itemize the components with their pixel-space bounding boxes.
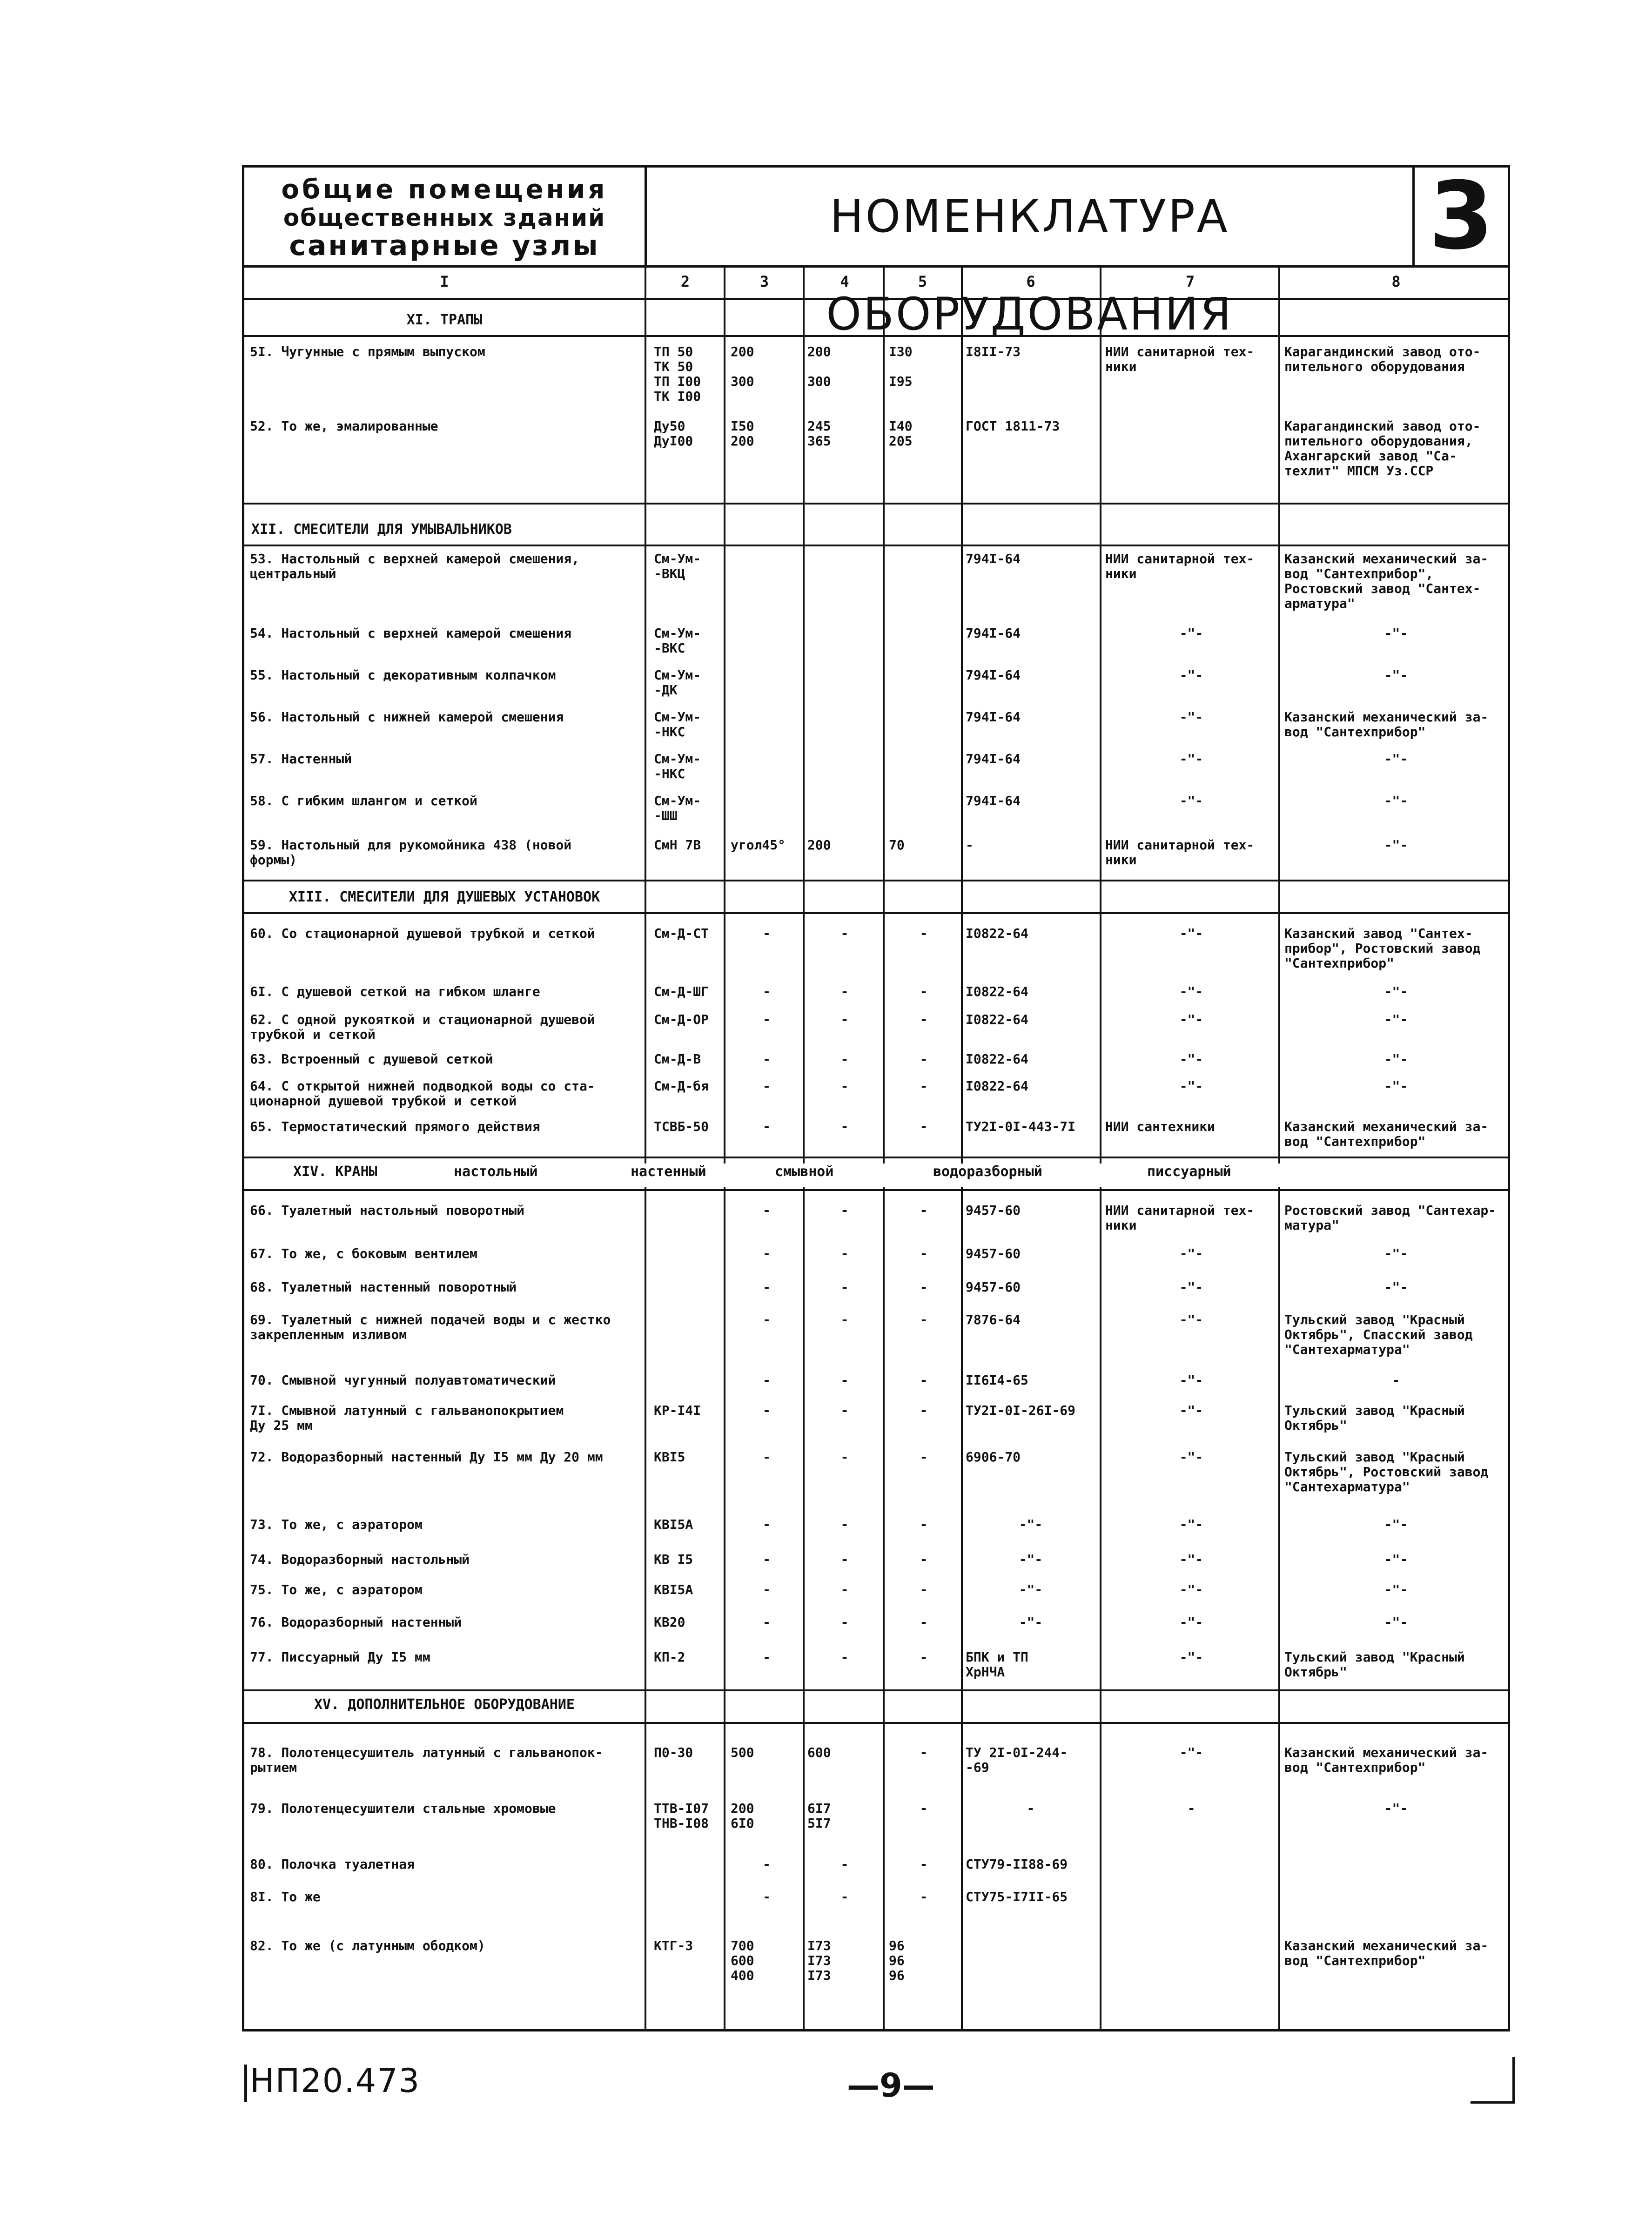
item-dim5: - <box>920 984 928 999</box>
item-dim5: I40 205 <box>889 418 913 449</box>
item-dim4: - <box>840 1203 849 1218</box>
corner-mark <box>1471 2057 1515 2104</box>
section-heading: XIII. СМЕСИТЕЛИ ДЛЯ ДУШЕВЫХ УСТАНОВОК <box>244 889 645 908</box>
item-manufacturer: Казанский механический за- вод "Сантехприбор", Ростовский завод "Сантех- арматура" <box>1284 551 1489 611</box>
item-developer: -"- <box>1179 1051 1203 1067</box>
item-dim4: - <box>840 1051 849 1067</box>
item-standard: - <box>1027 1801 1035 1816</box>
item-manufacturer: Тульский завод "Красный Октябрь", Ростовский завод "Сантехарматура" <box>1284 1449 1489 1494</box>
section-heading: XIV. КРАНЫ <box>293 1164 377 1180</box>
item-name: 52. То же, эмалированные <box>250 418 438 434</box>
item-dim3: 500 <box>731 1745 754 1760</box>
item-dim5: I30 I95 <box>889 344 913 389</box>
item-dim5: - <box>920 926 928 941</box>
item-developer: -"- <box>1179 709 1203 725</box>
item-name: 53. Настольный с верхней камерой смешения, центральный <box>250 551 580 581</box>
item-mark: См-Ум- -НКС <box>654 751 701 781</box>
item-name: 78. Полотенцесушитель латунный с гальванопок- рытием <box>250 1745 603 1775</box>
item-mark: КП-2 <box>654 1649 685 1665</box>
document-code <box>244 2062 420 2102</box>
document-sheet <box>242 162 1510 2031</box>
item-dim4: - <box>840 1012 849 1027</box>
item-mark: См-Д-ШГ <box>654 984 709 999</box>
item-standard: -"- <box>1019 1517 1043 1532</box>
item-dim3: - <box>763 1078 771 1094</box>
item-name: 55. Настольный с декоративным колпачком <box>250 667 556 683</box>
item-manufacturer: Казанский механический за- вод "Сантехприбор" <box>1284 709 1489 740</box>
row-divider <box>244 545 1508 546</box>
item-dim3: - <box>763 1582 771 1597</box>
item-dim4: - <box>840 1119 849 1134</box>
item-developer: -"- <box>1179 751 1203 767</box>
item-manufacturer: Ростовский завод "Сантехар- матура" <box>1284 1203 1497 1233</box>
item-developer: -"- <box>1179 1582 1203 1597</box>
item-name: 64. С открытой нижней подводкой воды со ста- ционарной душевой трубкой и сеткой <box>250 1078 595 1109</box>
item-manufacturer: Тульский завод "Красный Октябрь", Спасский завод "Сантехарматура" <box>1284 1312 1473 1357</box>
item-name: 54. Настольный с верхней камерой смешения <box>250 626 572 641</box>
item-dim3: - <box>763 1449 771 1465</box>
valve-type-label: смывной <box>775 1164 834 1180</box>
valve-type-label: настольный <box>454 1164 538 1180</box>
item-dim5: - <box>920 1279 928 1295</box>
section-heading: XV. ДОПОЛНИТЕЛЬНОЕ ОБОРУДОВАНИЕ <box>244 1696 645 1715</box>
item-standard: ГОСТ 1811-73 <box>966 418 1060 434</box>
item-name: 76. Водоразборный настенный <box>250 1614 462 1630</box>
item-manufacturer: Казанский механический за- вод "Сантехприбор" <box>1284 1745 1489 1775</box>
item-mark: СмН 7В <box>654 837 701 853</box>
code-bracket <box>244 2065 247 2102</box>
item-dim4: - <box>840 1582 849 1597</box>
item-dim3: 200 300 <box>731 344 754 389</box>
item-manufacturer: -"- <box>1384 1801 1408 1816</box>
column-divider <box>724 265 725 2029</box>
page-number: —9— <box>847 2066 935 2105</box>
item-dim4: 200 300 <box>807 344 831 389</box>
item-name: 65. Термостатический прямого действия <box>250 1119 540 1134</box>
item-dim5: - <box>920 1246 928 1261</box>
item-dim5: - <box>920 1552 928 1567</box>
item-name: 77. Писсуарный Ду I5 мм <box>250 1649 430 1665</box>
item-standard: -"- <box>1019 1614 1043 1630</box>
item-standard: ТУ 2I-0I-244- -69 <box>966 1745 1068 1775</box>
item-name: 75. То же, с аэратором <box>250 1582 423 1597</box>
item-dim3: угол45° <box>731 837 786 853</box>
item-standard: II6I4-65 <box>966 1372 1028 1388</box>
item-dim3: - <box>763 1614 771 1630</box>
item-standard: -"- <box>1019 1582 1043 1597</box>
col-num-2: 2 <box>680 273 690 290</box>
item-dim4: - <box>840 1078 849 1094</box>
column-divider <box>1100 265 1101 2029</box>
item-standard: 6906-70 <box>966 1449 1021 1465</box>
item-manufacturer: -"- <box>1384 1012 1408 1027</box>
item-name: 66. Туалетный настольный поворотный <box>250 1203 525 1218</box>
item-name: 67. То же, с боковым вентилем <box>250 1246 477 1261</box>
item-dim4: 245 365 <box>807 418 831 449</box>
item-mark: КТГ-3 <box>654 1938 693 1953</box>
item-name: 5I. Чугунные с прямым выпуском <box>250 344 485 359</box>
item-manufacturer: Тульский завод "Красный Октябрь" <box>1284 1403 1465 1433</box>
row-divider <box>244 1722 1508 1724</box>
item-developer: НИИ сантехники <box>1105 1119 1215 1134</box>
item-dim4: 600 <box>807 1745 831 1760</box>
item-developer: -"- <box>1179 1614 1203 1630</box>
item-manufacturer: -"- <box>1384 984 1408 999</box>
item-standard: I0822-64 <box>966 926 1028 941</box>
item-name: 82. То же (с латунным ободком) <box>250 1938 485 1953</box>
item-standard: I0822-64 <box>966 1051 1028 1067</box>
item-manufacturer: Карагандинский завод ото- пительного оборудования, Ахангарский завод "Са- техлит" МПСМ Уз.ССР <box>1284 418 1481 478</box>
item-standard: 7876-64 <box>966 1312 1021 1327</box>
document-code-text: НП20.473 <box>250 2062 421 2100</box>
item-developer: -"- <box>1179 1449 1203 1465</box>
column-divider <box>961 265 963 2029</box>
item-dim3: - <box>763 926 771 941</box>
item-dim4: 200 <box>807 837 831 853</box>
item-dim3: 700 600 400 <box>731 1938 754 1983</box>
section-heading: XI. ТРАПЫ <box>244 312 645 330</box>
item-standard: 794I-64 <box>966 667 1021 683</box>
item-name: 8I. То же <box>250 1889 321 1904</box>
item-dim4: - <box>840 1889 849 1904</box>
item-mark: КВI5А <box>654 1517 693 1532</box>
header-subject-line2: общественных зданий <box>283 204 606 231</box>
item-dim4: - <box>840 1449 849 1465</box>
item-mark: КВ20 <box>654 1614 685 1630</box>
item-dim5: - <box>920 1051 928 1067</box>
item-dim4: - <box>840 1649 849 1665</box>
item-standard: 794I-64 <box>966 626 1021 641</box>
item-standard: 794I-64 <box>966 709 1021 725</box>
item-dim3: - <box>763 1856 771 1872</box>
item-standard: 9457-60 <box>966 1246 1021 1261</box>
item-name: 69. Туалетный с нижней подачей воды и с жестко закрепленным изливом <box>250 1312 611 1342</box>
item-developer: -"- <box>1179 1517 1203 1532</box>
item-mark: См-Ум- -ВКС <box>654 626 701 656</box>
item-dim4: - <box>840 1312 849 1327</box>
item-mark: Ду50 ДуI00 <box>654 418 693 449</box>
item-developer: НИИ санитарной тех- ники <box>1105 551 1255 581</box>
item-manufacturer: Казанский завод "Сантех- прибор", Ростовский завод "Сантехприбор" <box>1284 926 1481 971</box>
item-dim5: - <box>920 1517 928 1532</box>
item-standard: 794I-64 <box>966 751 1021 767</box>
item-dim3: - <box>763 1517 771 1532</box>
item-manufacturer: -"- <box>1384 837 1408 853</box>
item-dim3: - <box>763 1552 771 1567</box>
item-manufacturer: -"- <box>1384 1552 1408 1567</box>
item-name: 6I. С душевой сеткой на гибком шланге <box>250 984 540 999</box>
item-developer: -"- <box>1179 626 1203 641</box>
col-num-5: 5 <box>918 273 927 290</box>
item-name: 74. Водоразборный настольный <box>250 1552 470 1567</box>
item-developer: -"- <box>1179 1312 1203 1327</box>
item-mark: ТТВ-I07 ТНВ-I08 <box>654 1801 709 1831</box>
item-dim3: - <box>763 984 771 999</box>
item-mark: См-Д-бя <box>654 1078 709 1094</box>
column-divider <box>803 265 805 2029</box>
item-name: 63. Встроенный с душевой сеткой <box>250 1051 493 1067</box>
item-dim3: - <box>763 1372 771 1388</box>
section-number: 3 <box>1429 162 1494 270</box>
row-divider <box>244 1157 1508 1158</box>
item-dim5: 96 96 96 <box>889 1938 905 1983</box>
item-standard: -"- <box>1019 1552 1043 1567</box>
item-mark: П0-30 <box>654 1745 693 1760</box>
item-dim5: - <box>920 1649 928 1665</box>
item-standard: СТУ79-II88-69 <box>966 1856 1068 1872</box>
col-num-6: 6 <box>1026 273 1035 290</box>
item-developer: -"- <box>1179 1552 1203 1567</box>
col-num-4: 4 <box>840 273 849 290</box>
item-mark: См-Д-В <box>654 1051 701 1067</box>
item-developer: -"- <box>1179 1372 1203 1388</box>
item-developer: -"- <box>1179 1745 1203 1760</box>
item-name: 72. Водоразборный настенный Ду I5 мм Ду 20 мм <box>250 1449 603 1465</box>
section-heading: XII. СМЕСИТЕЛИ ДЛЯ УМЫВАЛЬНИКОВ <box>251 521 642 540</box>
item-mark: См-Ум- -ВКЦ <box>654 551 701 581</box>
item-dim3: - <box>763 1012 771 1027</box>
item-standard: ТУ2I-0I-26I-69 <box>966 1403 1076 1418</box>
item-dim5: - <box>920 1745 928 1760</box>
item-dim4: - <box>840 1614 849 1630</box>
item-dim4: - <box>840 1403 849 1418</box>
item-developer: -"- <box>1179 1403 1203 1418</box>
item-developer: - <box>1187 1801 1195 1816</box>
document-title: НОМЕНКЛАТУРА ОБОРУДОВАНИЯ <box>647 168 1415 265</box>
item-manufacturer: -"- <box>1384 793 1408 808</box>
item-name: 59. Настольный для рукомойника 438 (новой формы) <box>250 837 572 868</box>
col-num-1: I <box>440 273 449 290</box>
item-dim5: - <box>920 1203 928 1218</box>
item-developer: -"- <box>1179 667 1203 683</box>
item-developer: -"- <box>1179 1279 1203 1295</box>
header-subject-line1: общие помещения <box>281 175 608 205</box>
item-dim5: - <box>920 1582 928 1597</box>
item-name: 56. Настольный с нижней камерой смешения <box>250 709 564 725</box>
item-dim4: - <box>840 1856 849 1872</box>
item-dim3: - <box>763 1279 771 1295</box>
item-name: 68. Туалетный настенный поворотный <box>250 1279 517 1295</box>
item-mark: См-Ум- -ШШ <box>654 793 701 823</box>
item-dim4: - <box>840 926 849 941</box>
row-divider <box>244 335 1508 337</box>
item-dim4: - <box>840 1246 849 1261</box>
item-dim3: - <box>763 1246 771 1261</box>
item-standard: I0822-64 <box>966 984 1028 999</box>
item-mark: См-Ум- -НКС <box>654 709 701 740</box>
item-name: 60. Со стационарной душевой трубкой и сеткой <box>250 926 595 941</box>
item-mark: ТСВБ-50 <box>654 1119 709 1134</box>
item-developer: -"- <box>1179 926 1203 941</box>
item-mark: См-Ум- -ДК <box>654 667 701 698</box>
item-standard: I8II-73 <box>966 344 1021 359</box>
item-standard: 794I-64 <box>966 793 1021 808</box>
item-standard: 794I-64 <box>966 551 1021 566</box>
item-dim4: - <box>840 1372 849 1388</box>
item-manufacturer: -"- <box>1384 1078 1408 1094</box>
item-manufacturer: -"- <box>1384 1279 1408 1295</box>
header-subject <box>244 168 647 265</box>
item-developer: -"- <box>1179 1649 1203 1665</box>
item-name: 58. С гибким шлангом и сеткой <box>250 793 477 808</box>
item-dim4: 6I7 5I7 <box>807 1801 831 1831</box>
item-manufacturer: -"- <box>1384 667 1408 683</box>
item-dim5: - <box>920 1403 928 1418</box>
item-name: 80. Полочка туалетная <box>250 1856 415 1872</box>
item-name: 79. Полотенцесушители стальные хромовые <box>250 1801 556 1816</box>
col-num-8: 8 <box>1391 273 1401 290</box>
item-developer: -"- <box>1179 793 1203 808</box>
item-manufacturer: - <box>1392 1372 1400 1388</box>
item-developer: -"- <box>1179 1012 1203 1027</box>
item-mark: См-Д-СТ <box>654 926 709 941</box>
item-developer: -"- <box>1179 984 1203 999</box>
item-name: 57. Настенный <box>250 751 352 767</box>
item-standard: - <box>966 837 974 853</box>
item-dim5: - <box>920 1856 928 1872</box>
column-divider <box>1278 265 1280 2029</box>
item-dim5: - <box>920 1372 928 1388</box>
item-dim3: - <box>763 1051 771 1067</box>
item-dim3: I50 200 <box>731 418 754 449</box>
item-standard: БПК и ТП ХрНЧА <box>966 1649 1028 1680</box>
item-standard: СТУ75-I7II-65 <box>966 1889 1068 1904</box>
item-dim4: - <box>840 1552 849 1567</box>
item-standard: 9457-60 <box>966 1203 1021 1218</box>
item-dim5: - <box>920 1449 928 1465</box>
item-name: 70. Смывной чугунный полуавтоматический <box>250 1372 556 1388</box>
item-dim4: I73 I73 I73 <box>807 1938 831 1983</box>
item-manufacturer: -"- <box>1384 751 1408 767</box>
item-dim5: - <box>920 1312 928 1327</box>
valve-type-label: писсуарный <box>1147 1164 1231 1180</box>
item-manufacturer: Казанский механический за- вод "Сантехприбор" <box>1284 1938 1489 1968</box>
item-standard: 9457-60 <box>966 1279 1021 1295</box>
item-manufacturer: Карагандинский завод ото- пительного оборудования <box>1284 344 1481 374</box>
item-standard: I0822-64 <box>966 1012 1028 1027</box>
item-standard: I0822-64 <box>966 1078 1028 1094</box>
valve-type-label: водоразборный <box>933 1164 1042 1180</box>
column-number-row <box>244 265 1508 300</box>
item-dim3: 200 6I0 <box>731 1801 754 1831</box>
item-name: 73. То же, с аэратором <box>250 1517 423 1532</box>
item-dim3: - <box>763 1119 771 1134</box>
column-divider <box>883 265 885 2029</box>
item-dim3: - <box>763 1203 771 1218</box>
item-manufacturer: -"- <box>1384 1582 1408 1597</box>
item-dim5: - <box>920 1614 928 1630</box>
item-dim3: - <box>763 1312 771 1327</box>
item-manufacturer: -"- <box>1384 626 1408 641</box>
item-name: 7I. Смывной латунный с гальванопокрытием Ду 25 мм <box>250 1403 564 1433</box>
item-dim4: - <box>840 984 849 999</box>
column-divider <box>645 265 646 2029</box>
item-developer: НИИ санитарной тех- ники <box>1105 837 1255 868</box>
item-dim5: - <box>920 1078 928 1094</box>
col-num-3: 3 <box>759 273 769 290</box>
item-dim5: - <box>920 1012 928 1027</box>
item-dim5: - <box>920 1889 928 1904</box>
item-dim3: - <box>763 1403 771 1418</box>
row-divider <box>244 880 1508 881</box>
item-mark: См-Д-ОР <box>654 1012 709 1027</box>
item-manufacturer: Казанский механический за- вод "Сантехприбор" <box>1284 1119 1489 1149</box>
item-mark: КВ I5 <box>654 1552 693 1567</box>
col-num-7: 7 <box>1185 273 1195 290</box>
valve-type-label: настенный <box>631 1164 706 1180</box>
item-mark: КВI5А <box>654 1582 693 1597</box>
row-divider <box>244 912 1508 914</box>
item-dim4: - <box>840 1517 849 1532</box>
item-manufacturer: -"- <box>1384 1051 1408 1067</box>
item-dim3: - <box>763 1889 771 1904</box>
item-mark: КВI5 <box>654 1449 685 1465</box>
item-manufacturer: -"- <box>1384 1246 1408 1261</box>
item-dim5: 70 <box>889 837 905 853</box>
row-divider <box>244 503 1508 504</box>
item-developer: -"- <box>1179 1246 1203 1261</box>
item-dim4: - <box>840 1279 849 1295</box>
section-heading-row <box>244 1164 1508 1187</box>
header-subject-line3: санитарные узлы <box>289 229 600 262</box>
item-developer: -"- <box>1179 1078 1203 1094</box>
item-dim5: - <box>920 1801 928 1816</box>
item-name: 62. С одной рукояткой и стационарной душевой трубкой и сеткой <box>250 1012 595 1042</box>
item-manufacturer: -"- <box>1384 1614 1408 1630</box>
row-divider <box>244 1689 1508 1691</box>
item-manufacturer: -"- <box>1384 1517 1408 1532</box>
item-mark: КР-I4I <box>654 1403 701 1418</box>
item-developer: НИИ санитарной тех- ники <box>1105 1203 1255 1233</box>
item-dim5: - <box>920 1119 928 1134</box>
item-manufacturer: Тульский завод "Красный Октябрь" <box>1284 1649 1465 1680</box>
item-dim3: - <box>763 1649 771 1665</box>
row-divider <box>244 1189 1508 1191</box>
item-mark: ТП 50 ТК 50 ТП I00 ТК I00 <box>654 344 701 404</box>
item-standard: ТУ2I-0I-443-7I <box>966 1119 1076 1134</box>
item-developer: НИИ санитарной тех- ники <box>1105 344 1255 374</box>
